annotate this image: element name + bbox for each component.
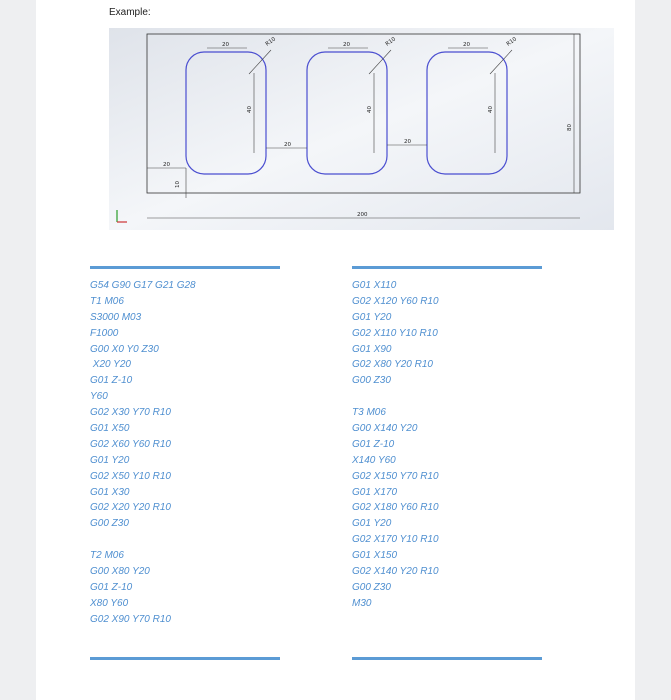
gcode-line: X20 Y20	[90, 359, 131, 371]
gcode-column-left	[90, 278, 310, 628]
rule-bottom-left	[90, 657, 280, 660]
gcode-line: G02 X20 Y20 R10	[90, 502, 171, 514]
gcode-line: G01 X170	[352, 486, 398, 498]
svg-text:40: 40	[367, 106, 373, 113]
gcode-line: T2 M06	[90, 550, 124, 562]
gcode-line: G02 X90 Y70 R10	[90, 613, 171, 625]
gcode-line: G01 X90	[352, 343, 392, 355]
gcode-line: G00 X0 Y0 Z30	[90, 343, 159, 355]
example-label: Example:	[109, 7, 151, 18]
gcode-line: G01 X150	[352, 550, 398, 562]
gcode-line: G01 Y20	[352, 311, 392, 323]
gcode-line: G02 X110 Y10 R10	[352, 327, 438, 339]
gcode-line: M30	[352, 597, 372, 609]
rule-bottom-right	[352, 657, 542, 660]
svg-text:R10: R10	[384, 36, 398, 48]
gcode-line: G02 X150 Y70 R10	[352, 470, 439, 482]
dim-bottom-offset: 10	[175, 181, 181, 188]
dim-height: 80	[567, 124, 573, 131]
gcode-line: G02 X30 Y70 R10	[90, 407, 171, 419]
gcode-line: G02 X120 Y60 R10	[352, 295, 439, 307]
gcode-line: G02 X50 Y10 R10	[90, 470, 171, 482]
rule-top-right	[352, 266, 542, 269]
dim-left-offset: 20	[163, 162, 170, 168]
svg-text:20: 20	[463, 42, 470, 48]
gcode-line	[352, 389, 572, 405]
gcode-line: G00 Z30	[90, 518, 129, 530]
document-page	[36, 0, 635, 700]
gcode-line: G01 X50	[90, 423, 130, 435]
svg-text:20: 20	[404, 139, 411, 145]
gcode-line: T3 M06	[352, 407, 386, 419]
gcode-line: S3000 M03	[90, 311, 142, 323]
gcode-line: G01 X110	[352, 280, 397, 291]
svg-text:20: 20	[343, 42, 350, 48]
gcode-line: G02 X180 Y60 R10	[352, 502, 439, 514]
rule-top-left	[90, 266, 280, 269]
gcode-line: G54 G90 G17 G21 G28	[90, 280, 196, 291]
gcode-line: G01 Z-10	[90, 581, 133, 593]
svg-text:40: 40	[488, 106, 494, 113]
gcode-line: G02 X140 Y20 R10	[352, 566, 439, 578]
gcode-line: G02 X60 Y60 R10	[90, 438, 171, 450]
gcode-line: G00 Z30	[352, 375, 391, 387]
gcode-line: F1000	[90, 327, 119, 339]
dim-slot-width: 20	[222, 42, 229, 48]
gcode-line: G02 X80 Y20 R10	[352, 359, 433, 371]
gcode-line: G00 Z30	[352, 581, 391, 593]
gcode-line: G02 X170 Y10 R10	[352, 534, 439, 546]
gcode-line: G01 Y20	[90, 454, 130, 466]
dim-radius: R10	[264, 36, 278, 48]
gcode-line: X140 Y60	[352, 454, 396, 466]
dim-total-width: 200	[357, 212, 368, 218]
gcode-line	[90, 532, 310, 548]
gcode-line: G00 X80 Y20	[90, 566, 150, 578]
gcode-line: G01 Z-10	[352, 438, 395, 450]
gcode-line: T1 M06	[90, 295, 124, 307]
dim-gap: 20	[284, 142, 291, 148]
gcode-line: G01 X30	[90, 486, 130, 498]
gcode-column-right	[352, 278, 572, 612]
gcode-line: G01 Y20	[352, 518, 392, 530]
gcode-line: Y60	[90, 391, 108, 403]
gcode-line: G00 X140 Y20	[352, 423, 418, 435]
gcode-line: X80 Y60	[90, 597, 129, 609]
gcode-line: G01 Z-10	[90, 375, 133, 387]
drawing-background	[109, 28, 614, 230]
svg-text:R10: R10	[505, 36, 519, 48]
cad-drawing	[109, 28, 614, 230]
dim-slot-height: 40	[247, 106, 253, 113]
